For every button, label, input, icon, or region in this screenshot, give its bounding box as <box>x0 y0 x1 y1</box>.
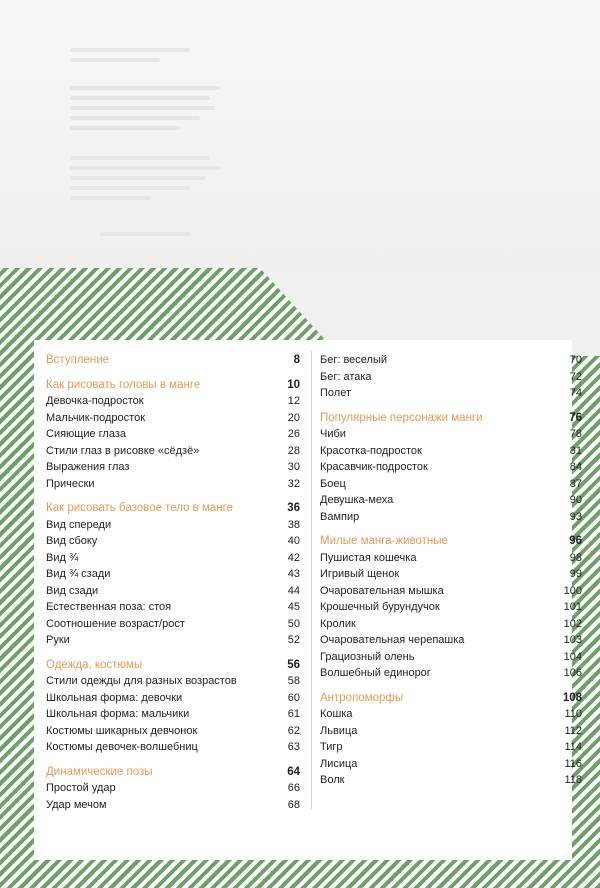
toc-entry-title: Одежда, костюмы <box>46 658 143 671</box>
toc-page-number: 96 <box>569 535 582 547</box>
toc-entry-title: Бег: веселый <box>320 354 388 366</box>
column-divider <box>311 350 312 810</box>
toc-entry <box>320 476 582 493</box>
toc-entry <box>46 517 300 534</box>
toc-entry-title: Кошка <box>320 708 353 720</box>
toc-entry <box>320 385 582 402</box>
toc-entry <box>46 410 300 427</box>
toc-entry <box>320 649 582 666</box>
toc-entry-title: Динамические позы <box>46 765 153 778</box>
toc-page-number: 101 <box>563 601 582 613</box>
toc-entry <box>320 616 582 633</box>
toc-entry-title: Бег: атака <box>320 370 372 383</box>
toc-page-number: 26 <box>287 428 300 440</box>
toc-entry <box>320 352 582 369</box>
toc-entry-title: Удар мечом <box>46 798 107 811</box>
toc-section-heading <box>46 657 300 674</box>
toc-entry-title: Полет <box>320 387 351 399</box>
toc-entry <box>46 443 300 460</box>
toc-section-heading <box>320 690 582 707</box>
toc-entry-title: Милые манга-животные <box>320 535 448 547</box>
toc-page-number: 74 <box>569 387 582 399</box>
toc-entry-title: Кролик <box>320 617 356 630</box>
faded-imprint-line <box>70 126 180 130</box>
toc-page-number: 110 <box>564 708 582 720</box>
toc-page-number: 104 <box>563 650 582 663</box>
toc-entry <box>320 599 582 616</box>
toc-entry-title: Лисица <box>320 757 358 770</box>
toc-entry <box>320 443 582 460</box>
toc-entry <box>46 723 300 740</box>
toc-page-number: 43 <box>287 568 300 580</box>
toc-page-number: 63 <box>287 741 300 753</box>
toc-entry-title: Популярные персонажи манги <box>320 411 483 424</box>
toc-entry <box>320 426 582 443</box>
toc-entry <box>320 369 582 386</box>
faded-imprint-line <box>70 166 220 170</box>
faded-imprint-line <box>70 106 215 110</box>
toc-entry-title: Прически <box>46 477 95 490</box>
toc-page-number: 61 <box>287 708 300 720</box>
faded-imprint-line <box>70 186 190 190</box>
toc-entry <box>320 509 582 526</box>
toc-entry-title: Костюмы шикарных девчонок <box>46 724 198 737</box>
toc-right-column <box>320 352 582 789</box>
toc-entry-title: Естественная поза: стоя <box>46 601 172 613</box>
toc-page-number: 76 <box>569 411 582 424</box>
toc-entry <box>46 706 300 723</box>
toc-entry-title: Красавчик-подросток <box>320 461 428 473</box>
toc-entry <box>46 566 300 583</box>
toc-page-number: 112 <box>564 724 582 737</box>
toc-section-heading <box>46 377 300 394</box>
toc-page-number: 12 <box>287 395 300 407</box>
toc-entry-title: Очаровательная мышка <box>320 584 444 597</box>
toc-entry <box>320 566 582 583</box>
toc-entry <box>320 459 582 476</box>
faded-imprint-line <box>70 196 150 200</box>
toc-page-number: 70 <box>569 354 582 366</box>
toc-section-heading <box>320 410 582 427</box>
toc-section-heading <box>46 764 300 781</box>
toc-entry-title: Вид спереди <box>46 518 112 531</box>
toc-page-number: 56 <box>287 658 300 671</box>
faded-imprint-line <box>70 176 205 180</box>
toc-entry-title: Чиби <box>320 428 346 440</box>
toc-entry-title: Тигр <box>320 741 343 753</box>
toc-entry-title: Костюмы девочек-волшебниц <box>46 741 198 753</box>
toc-entry-title: Школьная форма: мальчики <box>46 708 190 720</box>
toc-page-number: 98 <box>569 551 582 564</box>
toc-page-number: 90 <box>569 494 582 506</box>
toc-entry-title: Львица <box>320 724 358 737</box>
toc-entry <box>320 723 582 740</box>
toc-entry <box>320 492 582 509</box>
toc-entry-title: Руки <box>46 634 70 646</box>
toc-page-number: 20 <box>287 411 300 424</box>
toc-entry-title: Стили одежды для разных возрастов <box>46 675 237 687</box>
toc-page-number: 106 <box>563 667 582 679</box>
toc-page-number: 10 <box>287 378 300 391</box>
toc-entry <box>46 739 300 756</box>
toc-entry <box>46 533 300 550</box>
toc-page-number: 68 <box>287 798 300 811</box>
toc-entry <box>320 550 582 567</box>
toc-section-heading <box>46 352 300 369</box>
toc-page-number: 38 <box>287 518 300 531</box>
toc-entry <box>320 739 582 756</box>
toc-entry-title: Соотношение возраст/рост <box>46 617 185 630</box>
toc-entry-title: Стили глаз в рисовке «сёдзё» <box>46 444 200 457</box>
toc-page-number: 60 <box>287 691 300 704</box>
toc-entry-title: Пушистая кошечка <box>320 551 417 564</box>
toc-entry <box>320 583 582 600</box>
toc-entry-title: Сияющие глаза <box>46 428 127 440</box>
toc-entry <box>320 665 582 682</box>
toc-page-number: 108 <box>562 691 582 704</box>
faded-imprint-line <box>70 58 160 62</box>
toc-entry <box>46 599 300 616</box>
toc-page-number: 103 <box>563 634 582 646</box>
faded-imprint-line <box>70 156 210 160</box>
toc-entry <box>46 616 300 633</box>
toc-entry <box>46 393 300 410</box>
toc-entry <box>46 583 300 600</box>
toc-page-number: 64 <box>287 765 300 778</box>
toc-page-number: 99 <box>569 568 582 580</box>
toc-page-number: 40 <box>287 535 300 547</box>
toc-page-number: 116 <box>564 757 582 770</box>
toc-page-number: 114 <box>564 741 582 753</box>
page-top-area <box>0 0 600 268</box>
toc-entry <box>320 632 582 649</box>
toc-page-number: 50 <box>287 617 300 630</box>
toc-page-number: 8 <box>293 354 300 366</box>
toc-entry-title: Боец <box>320 477 346 490</box>
toc-page-number: 84 <box>569 461 582 473</box>
toc-entry-title: Девушка-меха <box>320 494 394 506</box>
toc-entry-title: Вид ¾ <box>46 551 79 564</box>
toc-page-number: 62 <box>287 724 300 737</box>
toc-entry-title: Как рисовать головы в манге <box>46 378 201 391</box>
toc-entry <box>46 426 300 443</box>
toc-entry <box>46 780 300 797</box>
toc-entry-title: Школьная форма: девочки <box>46 691 183 704</box>
toc-entry-title: Выражения глаз <box>46 461 130 473</box>
toc-section-heading <box>46 500 300 517</box>
toc-page-number: 28 <box>287 444 300 457</box>
toc-section-heading <box>320 533 582 550</box>
toc-page-number: 87 <box>569 477 582 490</box>
toc-entry-title: Очаровательная черепашка <box>320 634 465 646</box>
toc-entry-title: Как рисовать базовое тело в манге <box>46 502 233 514</box>
toc-page-number: 45 <box>287 601 300 613</box>
toc-entry-title: Вампир <box>320 510 360 523</box>
toc-entry <box>46 673 300 690</box>
toc-entry-title: Красотка-подросток <box>320 444 422 457</box>
toc-entry <box>320 756 582 773</box>
toc-entry <box>46 476 300 493</box>
toc-left-column <box>46 352 300 813</box>
toc-entry-title: Вид ¾ сзади <box>46 568 111 580</box>
faded-imprint-line <box>100 232 190 236</box>
toc-entry <box>46 690 300 707</box>
toc-entry-title: Волшебный единорог <box>320 667 431 679</box>
faded-imprint-line <box>70 48 190 52</box>
toc-entry <box>46 632 300 649</box>
toc-entry-title: Вид сзади <box>46 584 99 597</box>
toc-page-number: 32 <box>287 477 300 490</box>
toc-page-number: 72 <box>569 370 582 383</box>
toc-entry-title: Мальчик-подросток <box>46 411 145 424</box>
toc-page-number: 118 <box>564 774 582 786</box>
faded-imprint-line <box>70 96 210 100</box>
toc-entry-title: Простой удар <box>46 782 116 794</box>
toc-entry-title: Вид сбоку <box>46 535 98 547</box>
toc-page-number: 36 <box>287 502 300 514</box>
toc-entry-title: Игривый щенок <box>320 568 400 580</box>
faded-imprint-line <box>70 116 200 120</box>
toc-page-number: 42 <box>287 551 300 564</box>
toc-entry-title: Крошечный бурундучок <box>320 601 440 613</box>
toc-page-number: 30 <box>287 461 300 473</box>
toc-page-number: 100 <box>563 584 582 597</box>
toc-page-number: 58 <box>287 675 300 687</box>
toc-page-number: 102 <box>563 617 582 630</box>
toc-entry <box>46 797 300 814</box>
toc-page-number: 52 <box>287 634 300 646</box>
toc-entry-title: Вступление <box>46 354 110 366</box>
toc-page-number: 78 <box>569 428 582 440</box>
faded-imprint-line <box>70 86 220 90</box>
toc-entry-title: Волк <box>320 774 345 786</box>
toc-entry <box>320 772 582 789</box>
toc-entry-title: Девочка-подросток <box>46 395 144 407</box>
toc-page-number: 81 <box>569 444 582 457</box>
toc-entry <box>46 459 300 476</box>
toc-page-number: 66 <box>287 782 300 794</box>
toc-page-number: 44 <box>287 584 300 597</box>
toc-entry-title: Грациозный олень <box>320 650 415 663</box>
toc-entry <box>320 706 582 723</box>
toc-page-number: 93 <box>569 510 582 523</box>
toc-entry-title: Антропоморфы <box>320 691 404 704</box>
toc-entry <box>46 550 300 567</box>
